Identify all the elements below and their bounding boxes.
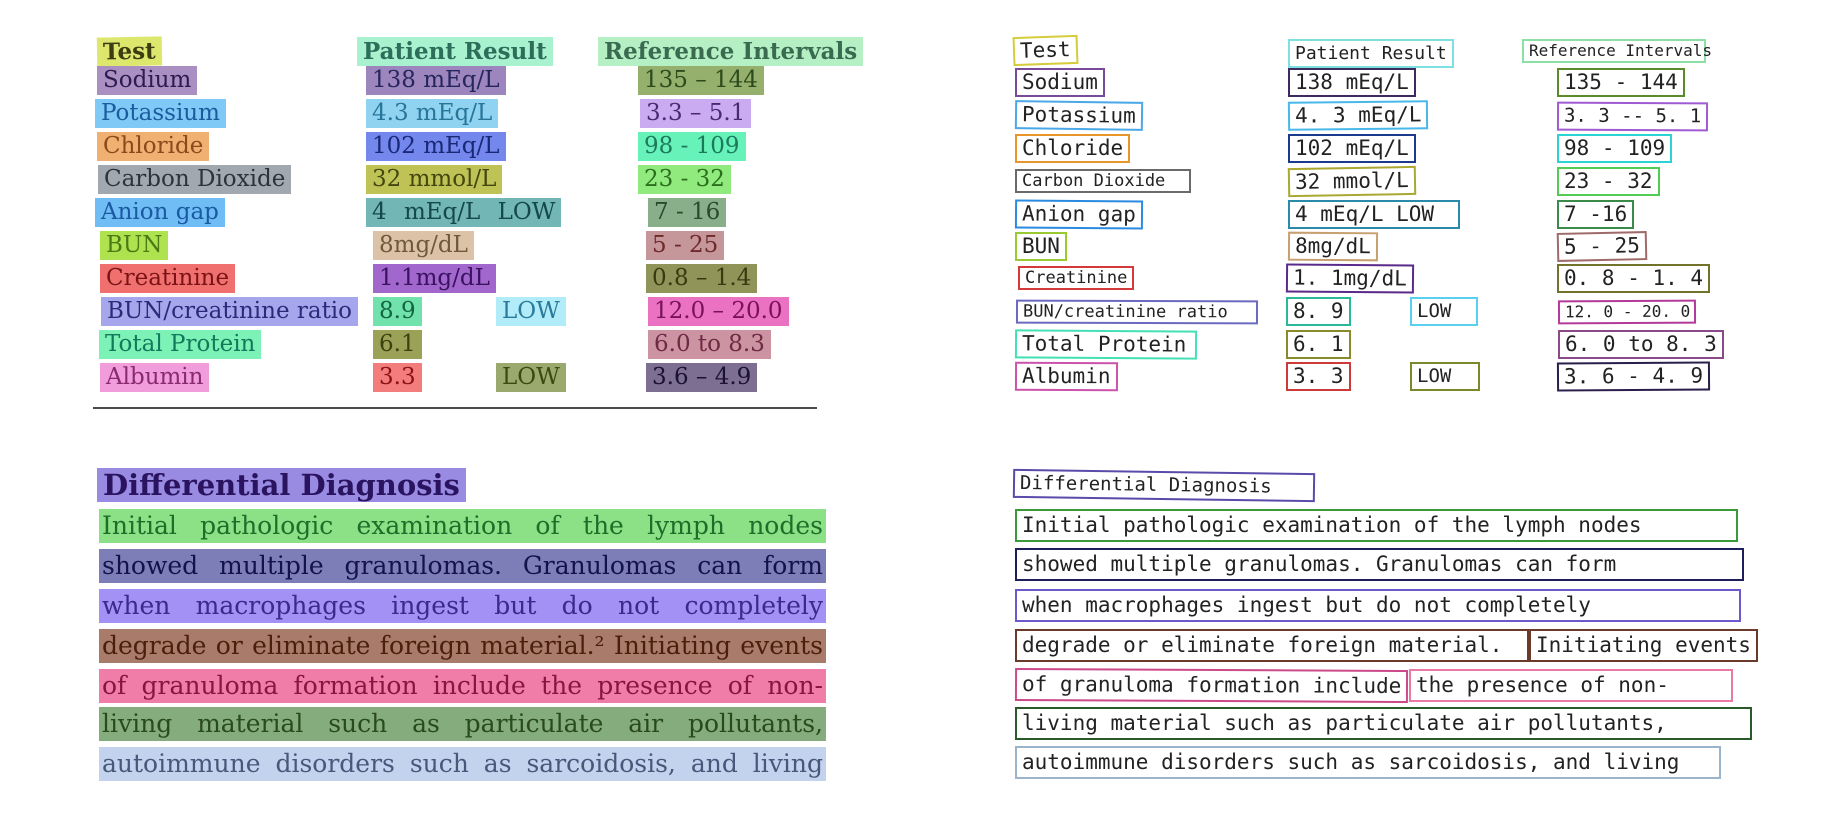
rp-result-creatinine: 1. 1mg/dL (1286, 263, 1414, 293)
lp-result-chloride: 102 mEq/L (366, 132, 506, 161)
rp-result-potassium: 4. 3 mEq/L (1288, 100, 1429, 130)
rp-header-test: Test (1013, 35, 1079, 66)
lp-label-potassium: Potassium (95, 99, 226, 128)
lp-label-sodium: Sodium (97, 66, 197, 95)
lp-flag-albumin: LOW (496, 363, 566, 392)
rp-label-sodium: Sodium (1015, 68, 1105, 97)
lp-para-line-7: autoimmune disorders such as sarcoidosis, and living (99, 747, 826, 781)
lp-label-chloride: Chloride (97, 132, 209, 161)
rp-result-total-protein: 6. 1 (1286, 330, 1351, 359)
rp-para-box-6: living material such as particulate air pollutants, (1015, 707, 1752, 740)
lp-result-sodium: 138 mEq/L (366, 66, 506, 95)
rp-header-reference-intervals: Reference Intervals (1522, 39, 1706, 63)
lp-label-albumin: Albumin (100, 363, 209, 392)
rp-label-anion-gap: Anion gap (1015, 199, 1143, 229)
rp-label-potassium: Potassium (1015, 100, 1143, 131)
lp-para-line-3: when macrophages ingest but do not completely (99, 589, 826, 623)
rp-label-creatinine: Creatinine (1018, 266, 1134, 290)
lp-para-line-1: Initial pathologic examination of the lymph nodes (99, 509, 826, 543)
rp-label-chloride: Chloride (1015, 134, 1130, 163)
rp-result-sodium: 138 mEq/L (1288, 68, 1416, 97)
rp-ref-carbon-dioxide: 23 - 32 (1557, 167, 1660, 196)
lp-ref-carbon-dioxide: 23 - 32 (638, 165, 731, 194)
rp-para-box-7: autoimmune disorders such as sarcoidosis, and living (1015, 746, 1721, 779)
lp-header-patient-result: Patient Result (357, 37, 553, 66)
lp-heading-differential-diagnosis: Differential Diagnosis (97, 468, 466, 502)
rp-heading-differential-diagnosis: Differential Diagnosis (1013, 469, 1315, 502)
lp-header-test: Test (97, 36, 162, 66)
lp-label-carbon-dioxide: Carbon Dioxide (98, 165, 291, 194)
lp-result-albumin: 3.3 (373, 363, 422, 392)
rp-result-carbon-dioxide: 32 mmol/L (1288, 166, 1416, 197)
rp-label-bun-creatinine-ratio: BUN/creatinine ratio (1016, 300, 1258, 325)
rp-result-chloride: 102 mEq/L (1288, 134, 1416, 163)
rp-label-bun: BUN (1015, 232, 1067, 261)
rp-ref-chloride: 98 - 109 (1557, 134, 1672, 163)
rp-para-box-4a: degrade or eliminate foreign material. (1015, 629, 1529, 662)
rp-ref-bun: 5 - 25 (1557, 231, 1647, 262)
lp-result-carbon-dioxide: 32 mmol/L (366, 165, 502, 194)
lp-ref-creatinine: 0.8 – 1.4 (646, 264, 757, 293)
lp-label-bun-creatinine-ratio: BUN/creatinine ratio (101, 297, 358, 326)
horizontal-rule (93, 407, 817, 409)
lp-ref-potassium: 3.3 – 5.1 (640, 99, 751, 128)
lp-label-bun: BUN (100, 231, 168, 260)
lp-ref-anion-gap: 7 - 16 (648, 198, 726, 227)
lp-para-line-4: degrade or eliminate foreign material.² Initiating events (99, 629, 826, 663)
lp-header-reference-intervals: Reference Intervals (598, 37, 863, 66)
rp-para-box-4b: Initiating events (1529, 629, 1758, 662)
lp-result-creatinine: 1.1mg/dL (373, 264, 496, 293)
rp-flag-albumin: LOW (1410, 362, 1480, 391)
lp-para-line-2: showed multiple granulomas. Granulomas can form (99, 549, 826, 583)
rp-result-bun: 8mg/dL (1288, 232, 1378, 262)
lp-label-total-protein: Total Protein (99, 330, 261, 359)
rp-ref-sodium: 135 - 144 (1557, 68, 1685, 97)
rp-para-box-5b: the presence of non- (1409, 669, 1733, 702)
lp-result-bun: 8mg/dL (373, 231, 474, 260)
lp-ref-bun: 5 - 25 (646, 231, 724, 260)
lp-ref-bun-creatinine-ratio: 12.0 – 20.0 (648, 297, 789, 326)
lp-ref-chloride: 98 - 109 (638, 132, 746, 161)
rp-para-box-5a: of granuloma formation include (1015, 668, 1408, 703)
rp-ref-creatinine: 0. 8 - 1. 4 (1557, 264, 1710, 293)
lp-result-total-protein: 6.1 (373, 330, 422, 359)
rp-label-albumin: Albumin (1015, 362, 1118, 392)
rp-para-box-1: Initial pathologic examination of the lymph nodes (1015, 509, 1738, 542)
lp-ref-sodium: 135 – 144 (638, 66, 764, 95)
rp-para-box-2: showed multiple granulomas. Granulomas can form (1015, 548, 1744, 581)
rp-para-box-3: when macrophages ingest but do not completely (1015, 589, 1741, 622)
rp-result-bun-creatinine-ratio: 8. 9 (1286, 297, 1351, 326)
rp-header-patient-result: Patient Result (1288, 39, 1454, 68)
rp-ref-anion-gap: 7 -16 (1557, 200, 1634, 229)
lp-flag-bun-creatinine-ratio: LOW (496, 297, 566, 326)
lp-label-anion-gap: Anion gap (95, 198, 225, 227)
lp-result-potassium: 4.3 mEq/L (366, 99, 498, 128)
lp-ref-albumin: 3.6 – 4.9 (646, 363, 757, 392)
rp-flag-bun-creatinine-ratio: LOW (1410, 297, 1478, 326)
lp-result-anion-gap: 4 mEq/L LOW (366, 198, 561, 227)
lp-para-line-6: living material such as particulate air pollutants, (99, 707, 826, 741)
rp-ref-total-protein: 6. 0 to 8. 3 (1558, 330, 1724, 359)
lp-ref-total-protein: 6.0 to 8.3 (648, 330, 771, 359)
rp-ref-potassium: 3. 3 -- 5. 1 (1557, 102, 1708, 132)
lp-para-line-5: of granuloma formation include the presence of non- (99, 669, 826, 703)
rp-label-carbon-dioxide: Carbon Dioxide (1015, 169, 1191, 193)
rp-ref-albumin: 3. 6 - 4. 9 (1557, 361, 1710, 391)
rp-label-total-protein: Total Protein (1015, 329, 1197, 359)
rp-result-albumin: 3. 3 (1286, 362, 1351, 391)
lp-label-creatinine: Creatinine (100, 264, 235, 293)
lp-result-bun-creatinine-ratio: 8.9 (373, 297, 422, 326)
rp-result-anion-gap: 4 mEq/L LOW (1288, 200, 1460, 229)
rp-ref-bun-creatinine-ratio: 12. 0 - 20. 0 (1558, 300, 1696, 325)
